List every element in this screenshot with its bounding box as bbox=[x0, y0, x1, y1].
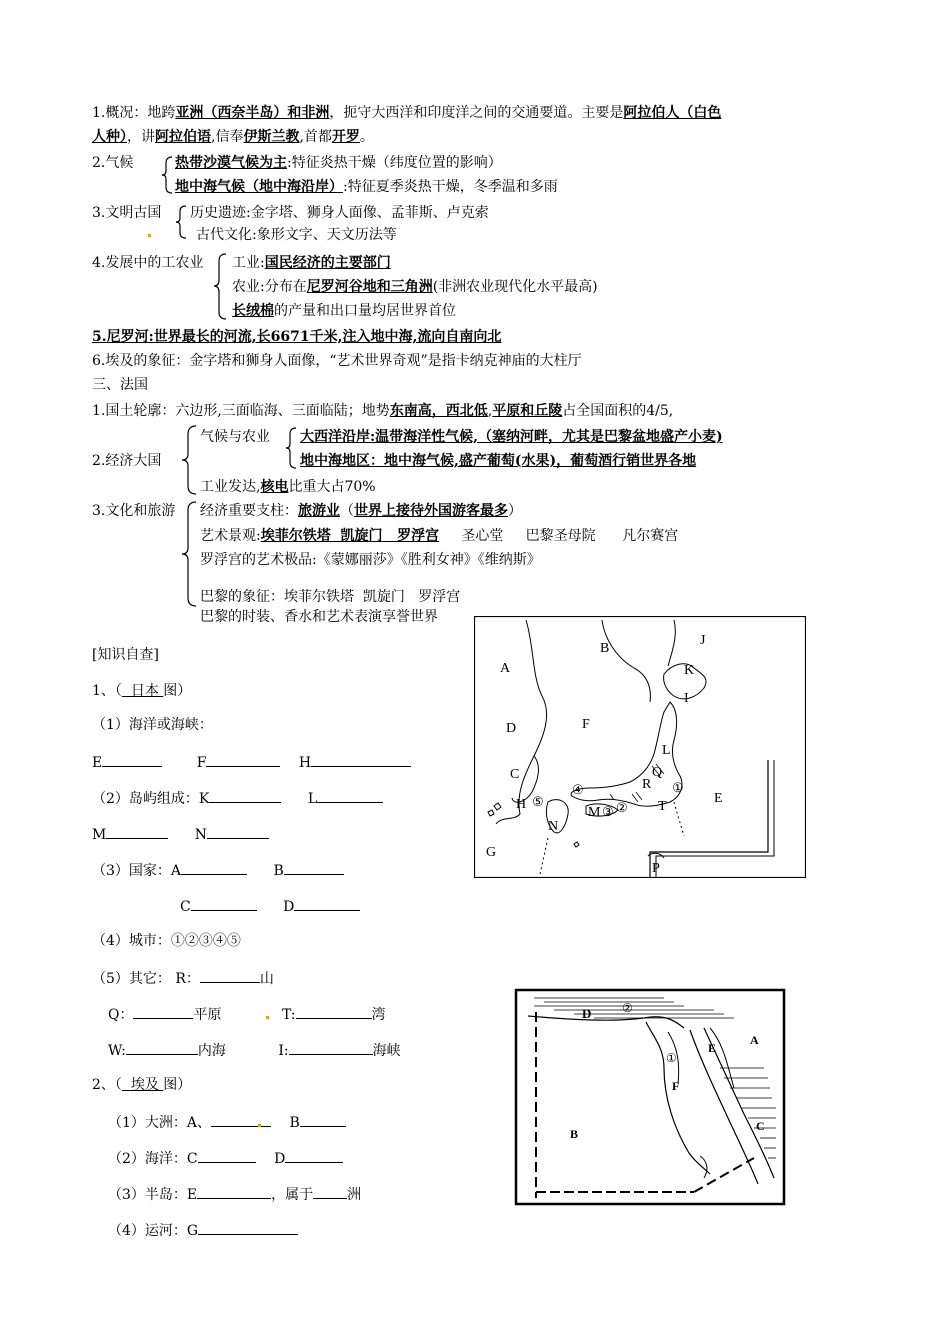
japan-q4: （4）城市：①②③④⑤ bbox=[92, 933, 241, 949]
blank-k[interactable] bbox=[209, 788, 281, 803]
egypt-q3: （3）半岛：E ，属于 洲 bbox=[108, 1184, 361, 1204]
civilization-label: 3.文明古国 bbox=[92, 205, 162, 221]
blank-i[interactable] bbox=[289, 1040, 373, 1055]
economy-brace bbox=[180, 424, 198, 496]
japan-q5-line2: Q： 平原 T: 湾 bbox=[108, 1004, 386, 1024]
japan-q3: （3）国家：A B bbox=[92, 860, 344, 880]
climate-desert: 热带沙漠气候为主:特征炎热干燥（纬度位置的影响） bbox=[175, 155, 502, 171]
egypt-map bbox=[514, 988, 786, 1206]
blank-e[interactable] bbox=[102, 752, 162, 767]
svg-text:D: D bbox=[582, 1006, 592, 1021]
blank-eg-c[interactable] bbox=[198, 1148, 256, 1163]
civilization-heritage: 历史遗迹:金字塔、狮身人面像、孟菲斯、卢克索 bbox=[190, 205, 489, 221]
svg-text:I: I bbox=[684, 691, 689, 706]
egypt-q4: （4）运河：G bbox=[108, 1220, 298, 1240]
svg-text:D: D bbox=[506, 721, 517, 736]
development-cotton: 长绒棉的产量和出口量均居世界首位 bbox=[232, 303, 456, 319]
svg-text:N: N bbox=[548, 819, 559, 834]
svg-text:①: ① bbox=[672, 780, 684, 795]
egypt-overview-line1: 1.概况：地跨亚洲（西奈半岛）和非洲，扼守大西洋和印度洋之间的交通要道。主要是阿拉伯人（白色 bbox=[92, 105, 722, 121]
svg-text:B: B bbox=[570, 1127, 579, 1141]
japan-q1: （1）海洋或海峡： bbox=[92, 717, 213, 733]
japan-quiz-title: 1、（ 日本 图） bbox=[92, 683, 192, 699]
france-territory: 1.国土轮廓：六边形,三面临海、三面临陆；地势东南高，西北低,平原和丘陵占全国面积的4/5, bbox=[92, 403, 674, 419]
climate-mediterranean: 地中海气候（地中海沿岸）:特征夏季炎热干燥，冬季温和多雨 bbox=[175, 179, 558, 195]
svg-text:F: F bbox=[672, 1079, 680, 1093]
blank-d[interactable] bbox=[294, 896, 360, 911]
svg-text:A: A bbox=[500, 661, 511, 676]
blank-eg-g[interactable] bbox=[198, 1220, 298, 1235]
svg-text:G: G bbox=[486, 845, 497, 860]
blank-f[interactable] bbox=[206, 752, 280, 767]
svg-text:②: ② bbox=[616, 800, 628, 815]
svg-text:E: E bbox=[714, 791, 723, 806]
svg-text:C: C bbox=[510, 767, 520, 782]
japan-q2: （2）岛屿组成：K L bbox=[92, 788, 383, 808]
paris-symbol: 巴黎的象征：埃菲尔铁塔 凯旋门 罗浮宫 bbox=[200, 589, 461, 605]
blank-m[interactable] bbox=[106, 824, 168, 839]
blank-b[interactable] bbox=[284, 860, 344, 875]
stray-mark bbox=[148, 234, 151, 237]
blank-r[interactable] bbox=[200, 968, 260, 983]
japan-q2-blanks: M N bbox=[92, 824, 269, 844]
svg-text:M: M bbox=[588, 805, 601, 820]
blank-h[interactable] bbox=[311, 752, 411, 767]
svg-text:C: C bbox=[756, 1119, 765, 1133]
development-label: 4.发展中的工农业 bbox=[92, 255, 204, 271]
svg-text:②: ② bbox=[622, 1001, 633, 1015]
egypt-overview-line2: 人种），讲阿拉伯语,信奉伊斯兰教,首都开罗。 bbox=[92, 129, 374, 145]
svg-text:T: T bbox=[658, 799, 667, 814]
atlantic-coast: 大西洋沿岸:温带海洋性气候,（塞纳河畔，尤其是巴黎盆地盛产小麦) bbox=[300, 429, 723, 445]
svg-text:④: ④ bbox=[572, 782, 584, 797]
blank-l[interactable] bbox=[317, 788, 383, 803]
tourism-pillar: 经济重要支柱：旅游业（世界上接待外国游客最多） bbox=[200, 503, 522, 519]
paris-fashion: 巴黎的时装、香水和艺术表演享誉世界 bbox=[200, 609, 438, 625]
egypt-q1: （1）大洲：A、 B bbox=[108, 1112, 346, 1132]
climate-brace bbox=[160, 155, 174, 195]
blank-eg-b[interactable] bbox=[300, 1112, 346, 1127]
svg-text:①: ① bbox=[666, 1051, 677, 1065]
development-brace bbox=[212, 252, 228, 322]
svg-text:P: P bbox=[652, 861, 660, 876]
louvre-masterpieces: 罗浮宫的艺术极品:《蒙娜丽莎》《胜利女神》《维纳斯》 bbox=[200, 552, 541, 568]
stray-mark bbox=[258, 1124, 261, 1127]
civilization-brace bbox=[174, 204, 188, 240]
egypt-symbol: 6.埃及的象征：金字塔和狮身人面像，“艺术世界奇观”是指卡纳克神庙的大柱厅 bbox=[92, 353, 582, 369]
japan-q5-line3: W: 内海 I: 海峡 bbox=[108, 1040, 401, 1060]
nile-fact: 5.尼罗河:世界最长的河流,长6671千米,注入地中海,流向自南向北 bbox=[92, 329, 502, 345]
svg-text:⑤: ⑤ bbox=[532, 794, 544, 809]
mediterranean-area: 地中海地区：地中海气候,盛产葡萄(水果)，葡萄酒行销世界各地 bbox=[300, 453, 697, 469]
blank-w[interactable] bbox=[126, 1040, 198, 1055]
blank-q[interactable] bbox=[133, 1004, 193, 1019]
development-agriculture: 农业:分布在尼罗河谷地和三角洲(非洲农业现代化水平最高) bbox=[232, 279, 598, 295]
svg-text:L: L bbox=[662, 743, 671, 758]
civilization-culture: 古代文化:象形文字、天文历法等 bbox=[196, 227, 397, 243]
economy-label: 2.经济大国 bbox=[92, 453, 162, 469]
svg-text:K: K bbox=[684, 663, 695, 678]
egypt-quiz-title: 2、（ 埃及 图） bbox=[92, 1077, 192, 1093]
japan-q3-blanks: C D bbox=[180, 896, 360, 916]
quiz-header: [知识自查] bbox=[92, 647, 159, 663]
economy-industry: 工业发达,核电比重大占70% bbox=[200, 479, 376, 495]
culture-brace bbox=[180, 500, 198, 610]
development-industry: 工业:国民经济的主要部门 bbox=[232, 255, 391, 271]
svg-text:F: F bbox=[582, 717, 590, 732]
art-landscape: 艺术景观:埃菲尔铁塔 凯旋门 罗浮宫 圣心堂 巴黎圣母院 凡尔赛宫 bbox=[200, 528, 679, 544]
svg-text:E: E bbox=[708, 1041, 717, 1055]
blank-n[interactable] bbox=[207, 824, 269, 839]
blank-a[interactable] bbox=[181, 860, 247, 875]
svg-text:③: ③ bbox=[602, 804, 614, 819]
climate-agri-brace bbox=[284, 426, 298, 470]
svg-text:H: H bbox=[516, 797, 527, 812]
japan-map bbox=[474, 616, 806, 878]
blank-t[interactable] bbox=[296, 1004, 372, 1019]
france-title: 三、法国 bbox=[92, 377, 148, 393]
blank-eg-e[interactable] bbox=[197, 1184, 271, 1199]
culture-label: 3.文化和旅游 bbox=[92, 503, 176, 519]
blank-eg-d[interactable] bbox=[285, 1148, 343, 1163]
blank-eg-continent[interactable] bbox=[313, 1184, 347, 1199]
svg-text:B: B bbox=[600, 641, 610, 656]
blank-eg-a[interactable] bbox=[211, 1112, 271, 1127]
egypt-q2: （2）海洋：C D bbox=[108, 1148, 343, 1168]
japan-q1-blanks: E F H bbox=[92, 752, 411, 772]
blank-c[interactable] bbox=[191, 896, 257, 911]
svg-text:R: R bbox=[642, 777, 652, 792]
stray-mark bbox=[266, 1016, 269, 1019]
svg-text:A: A bbox=[750, 1033, 759, 1047]
svg-text:Q: Q bbox=[652, 765, 663, 780]
climate-label: 2.气候 bbox=[92, 155, 134, 171]
economy-climate-agri: 气候与农业 bbox=[200, 429, 270, 445]
svg-text:J: J bbox=[700, 633, 706, 648]
japan-q5: （5）其它： R： 山 bbox=[92, 968, 274, 988]
